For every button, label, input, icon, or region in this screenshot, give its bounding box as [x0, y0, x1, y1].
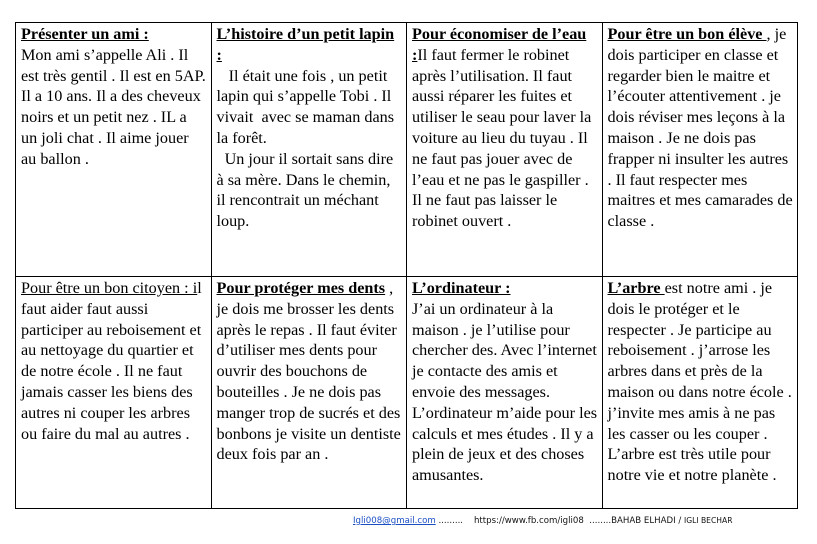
card-inline-text: , je dois me brosser les dents après le repas . Il faut éviter d’utiliser mes dents pour ouvrir des bouchons de bouteilles . Je ne dois pas manger trop de sucrés et des bonbons je visite un dentiste deux fois par an . — [216, 279, 401, 464]
card-good-student — [602, 23, 798, 277]
card-inline-text: est notre ami . je dois le protéger et le respecter . Je participe au reboisement . j’arrose les arbres dans et près de la maison ou dans notre école . j’invite mes amis à ne pas les casser ou les couper . L’arbre est très utile pour notre vie et notre planète . — [607, 279, 792, 485]
table-row — [16, 277, 798, 509]
author-place: IGLI BECHAR — [683, 516, 733, 525]
card-title: L’arbre — [607, 279, 665, 297]
card-title: Pour être un bon élève — [607, 25, 767, 43]
essay-table — [15, 22, 798, 509]
card-present-friend — [16, 23, 212, 277]
card-computer — [407, 277, 603, 509]
card-tree — [602, 277, 798, 509]
footer-separator: ......... — [435, 516, 474, 526]
card-inline-text: Il faut fermer le robinet après l’utilisation. Il faut aussi réparer les fuites et utiliser le seau pour laver la voiture au lieu du tuyau . Il ne faut pas jouer avec de l’eau et ne pas le gaspiller . Il ne faut pas laisser le robinet ouvert . — [412, 45, 592, 231]
card-title: L’ordinateur : — [412, 279, 511, 297]
card-inline-text: , je dois participer en classe et regarder bien le maitre et l’écouter attentivement . je dois réviser mes leçons à la maison . Je ne dois pas frapper ni insulter les autres . Il faut respecter mes maitres et mes camarades de classe . — [607, 25, 793, 231]
card-body: Il était une fois , un petit lapin qui s’appelle Tobi . Il vivait avec se maman dans la forêt. Un jour il sortait sans dire à sa mère. Dans le chemin, il rencontrait un méchant loup. — [216, 66, 395, 231]
email-link[interactable]: Igli008@gmail.com — [353, 516, 436, 526]
card-good-citizen — [16, 277, 212, 509]
card-title: L’histoire d’un petit lapin : — [216, 25, 395, 64]
card-rabbit-story — [211, 23, 407, 277]
card-body: Mon ami s’appelle Ali . Il est très gentil . Il est en 5AP. Il a 10 ans. Il a des cheveux noirs et un petit nez . IL a un joli chat . Il aime jouer au ballon . — [21, 45, 206, 168]
table-row — [16, 23, 798, 277]
card-protect-teeth — [211, 277, 407, 509]
footer-separator: ........ — [583, 516, 612, 526]
card-body: J’ai un ordinateur à la maison . je l’utilise pour chercher des. Avec l’internet je contacte des amis et envoie des messages. L’ordinateur m’aide pour les calculs et mes études . Il y a plein de jeux et des choses amusantes. — [412, 299, 598, 485]
card-save-water — [407, 23, 603, 277]
author-name: BAHAB ELHADI / — [611, 516, 684, 526]
card-inline-text: l faut aider faut aussi participer au reboisement et au nettoyage du quartier et de notre école . Il ne faut jamais casser les biens des autres ni couper les arbres ou faire du mal au autres . — [21, 279, 202, 443]
card-title: Pour économiser de l’eau : — [412, 25, 587, 64]
card-title: Pour protéger mes dents — [216, 279, 386, 297]
card-title: Pour être un bon citoyen : i — [21, 279, 198, 297]
card-title: Présenter un ami : — [21, 25, 149, 43]
facebook-url: https://www.fb.com/igli08 — [473, 516, 584, 526]
footer — [353, 516, 732, 526]
